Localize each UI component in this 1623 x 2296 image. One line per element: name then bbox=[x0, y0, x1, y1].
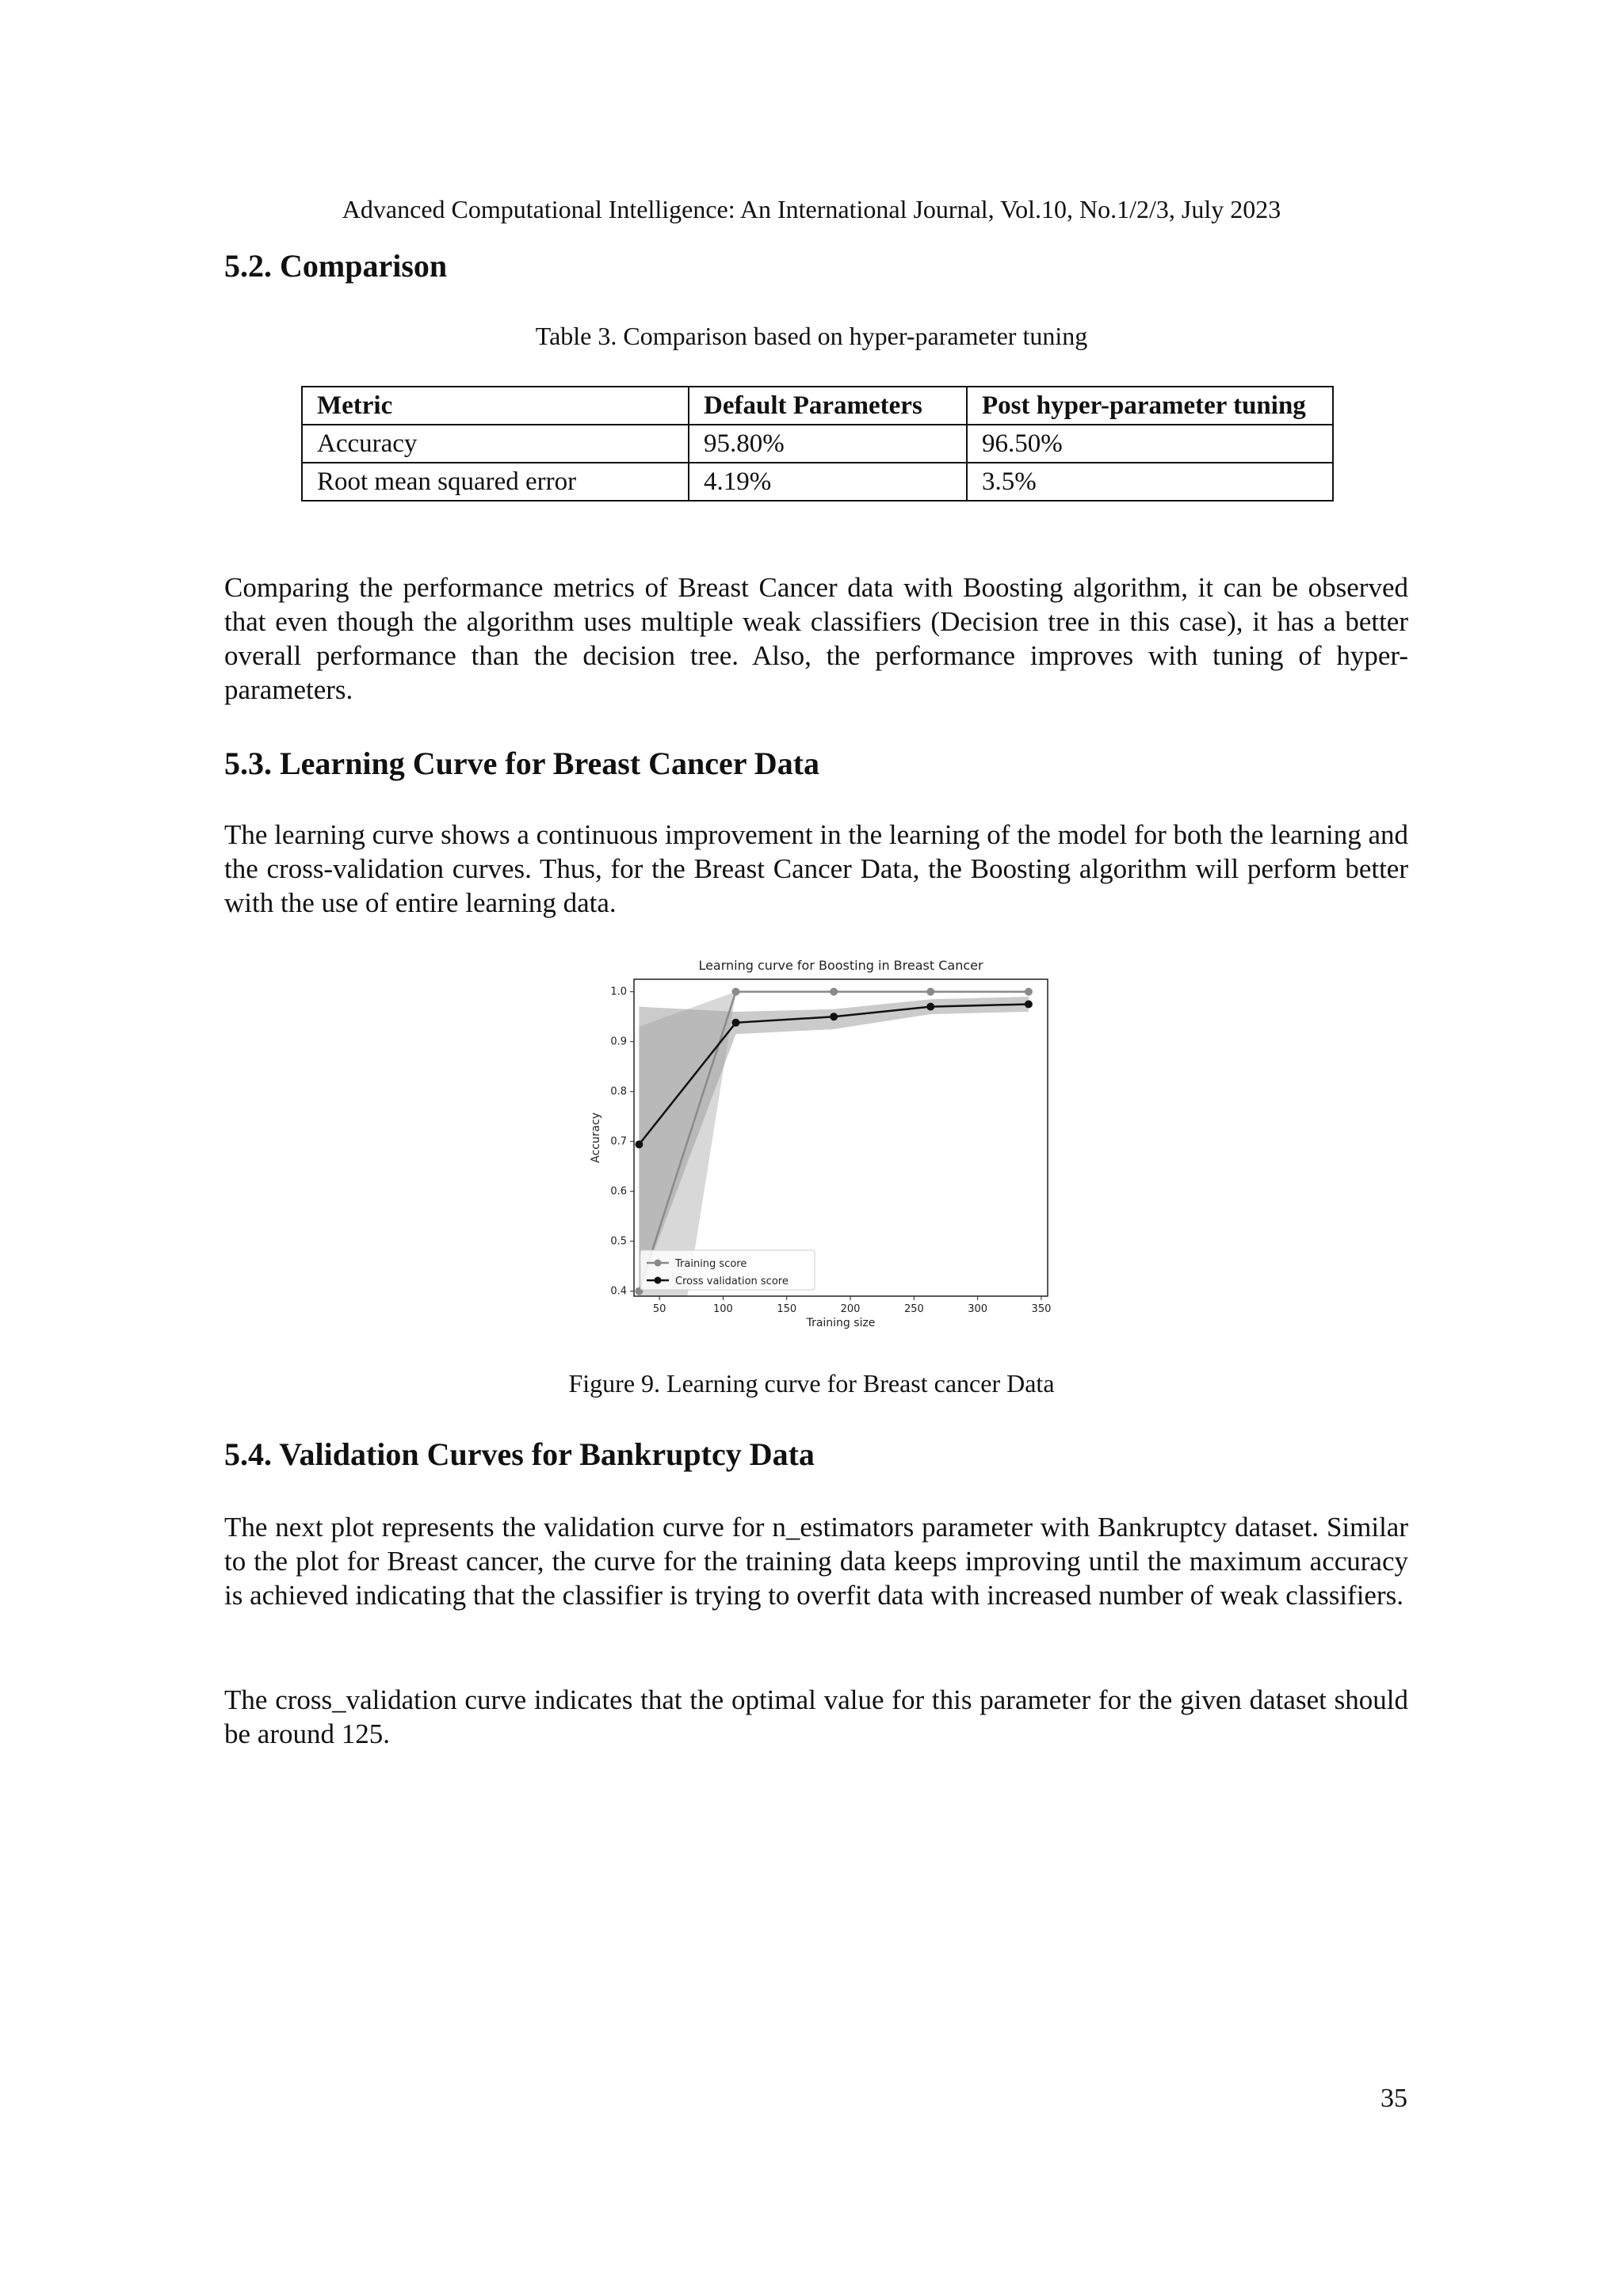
learning-curve-chart bbox=[586, 951, 1062, 1339]
table-header-cell: Default Parameters bbox=[689, 387, 967, 425]
comparison-table bbox=[301, 386, 1334, 502]
table-header-row bbox=[302, 387, 1333, 425]
section-heading-5-3: 5.3. Learning Curve for Breast Cancer Data bbox=[224, 746, 820, 781]
data-point bbox=[731, 988, 739, 996]
table-cell: 4.19% bbox=[689, 463, 967, 501]
y-tick-label: 0.4 bbox=[610, 1285, 627, 1298]
data-point bbox=[1025, 1000, 1033, 1008]
x-tick-label: 350 bbox=[1031, 1303, 1052, 1315]
figure-caption: Figure 9. Learning curve for Breast cancer Data bbox=[568, 1369, 1055, 1398]
x-tick-label: 150 bbox=[777, 1303, 797, 1315]
x-tick-label: 100 bbox=[713, 1303, 733, 1315]
y-tick-label: 0.8 bbox=[610, 1085, 627, 1098]
data-point bbox=[830, 1013, 838, 1020]
data-point bbox=[830, 988, 838, 996]
paragraph-cross-validation: The cross_validation curve indicates that the optimal value for this parameter for the given dataset should be around 125. bbox=[224, 1684, 1408, 1749]
table-row bbox=[302, 463, 1333, 501]
legend-marker bbox=[655, 1277, 662, 1284]
table-cell: Root mean squared error bbox=[302, 463, 689, 501]
x-tick-label: 250 bbox=[903, 1303, 924, 1315]
table-row bbox=[302, 425, 1333, 463]
table-cell: 95.80% bbox=[689, 425, 967, 463]
y-axis-label: Accuracy bbox=[590, 1112, 602, 1163]
legend-marker bbox=[655, 1260, 662, 1267]
paragraph-comparison: Comparing the performance metrics of Breast Cancer data with Boosting algorithm, it can be observed that even though the algorithm uses multiple weak classifiers (Decision tree in this case), it has a better overall performance than the decision tree. Also, the performance improves with tuning of hyper-parameters. bbox=[224, 572, 1408, 705]
x-tick-label: 200 bbox=[840, 1303, 861, 1315]
data-point bbox=[731, 1019, 739, 1027]
legend bbox=[640, 1250, 815, 1290]
table-cell: 96.50% bbox=[967, 425, 1333, 463]
paragraph-learning-curve: The learning curve shows a continuous improvement in the learning of the model for both the learning and the cross-validation curves. Thus, for the Breast Cancer Data, the Boosting algorithm will perform better with the use of entire learning data. bbox=[224, 819, 1408, 918]
data-point bbox=[635, 1141, 643, 1149]
table-header-cell: Post hyper-parameter tuning bbox=[967, 387, 1333, 425]
table-caption: Table 3. Comparison based on hyper-parameter tuning bbox=[535, 322, 1088, 350]
x-tick-label: 50 bbox=[652, 1303, 666, 1315]
y-tick-label: 0.9 bbox=[610, 1035, 627, 1048]
x-axis-label: Training size bbox=[806, 1317, 876, 1329]
y-tick-label: 1.0 bbox=[610, 986, 627, 998]
data-point bbox=[926, 1003, 934, 1011]
table-cell: Accuracy bbox=[302, 425, 689, 463]
running-header: Advanced Computational Intelligence: An International Journal, Vol.10, No.1/2/3, July 2023 bbox=[342, 195, 1281, 223]
y-tick-label: 0.5 bbox=[610, 1235, 627, 1248]
chart-title: Learning curve for Boosting in Breast Cancer bbox=[698, 958, 983, 973]
section-heading-5-2: 5.2. Comparison bbox=[224, 248, 448, 284]
table-cell: 3.5% bbox=[967, 463, 1333, 501]
data-point bbox=[1025, 988, 1033, 996]
learning-curve-figure bbox=[586, 951, 1062, 1343]
x-tick-label: 300 bbox=[968, 1303, 988, 1315]
legend-label: Cross validation score bbox=[675, 1276, 789, 1287]
section-heading-5-4: 5.4. Validation Curves for Bankruptcy Data bbox=[224, 1436, 815, 1472]
y-tick-label: 0.6 bbox=[610, 1185, 627, 1198]
paragraph-validation-curve: The next plot represents the validation curve for n_estimators parameter with Bankruptcy dataset. Similar to the plot for Breast cancer, the curve for the training data keeps improving until the maximum accuracy is achieved indicating that the classifier is trying to overfit data with increased number of weak classifiers. bbox=[224, 1512, 1408, 1611]
table-header-cell: Metric bbox=[302, 387, 689, 425]
y-tick-label: 0.7 bbox=[610, 1135, 627, 1148]
page-number: 35 bbox=[1381, 2084, 1407, 2113]
legend-label: Training score bbox=[675, 1258, 747, 1270]
data-point bbox=[926, 988, 934, 996]
